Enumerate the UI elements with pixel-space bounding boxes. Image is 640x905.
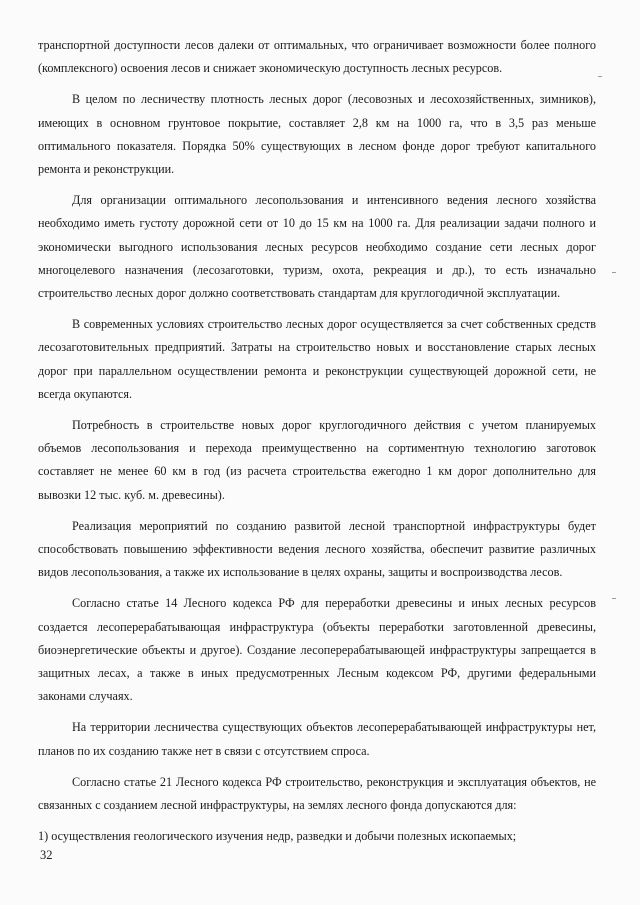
body-text: [38, 34, 596, 849]
paragraph-3: Для организации оптимального лесопользования и интенсивного ведения лесного хозяйства необходимо иметь густоту дорожной сети от 10 до 15 км на 1000 га. Для реализации задачи полного и экономически выгодного использования лесных ресурсов необходимо создание сети лесных дорог многоцелевого назначения (лесозаготовки, туризм, охота, рекреация и др.), то есть изначально строительство лесных дорог должно соответствовать стандартам для круглогодичной эксплуатации.: [38, 193, 596, 301]
scan-speck: [612, 598, 616, 599]
paragraph-9: Согласно статье 21 Лесного кодекса РФ строительство, реконструкция и эксплуатация объектов, не связанных с созданием лесной инфраструктуры, на землях лесного фонда допускаются для:: [38, 774, 596, 813]
scan-speck: [598, 76, 602, 77]
paragraph-5: Потребность в строительстве новых дорог круглогодичного действия с учетом планируемых объемов лесопользования и перехода преимущественно на сортиментную технологию заготовок составляет не менее 60 км в год (из расчета строительства ежегодно 1 км дорог дополнительно для вывозки 12 тыс. куб. м. древесины).: [38, 418, 596, 502]
paragraph-1: транспортной доступности лесов далеки от оптимальных, что ограничивает возможности более полного (комплексного) освоения лесов и снижает экономическую доступность лесных ресурсов.: [38, 38, 596, 76]
paragraph-6: Реализация мероприятий по созданию развитой лесной транспортной инфраструктуры будет способствовать повышению эффективности ведения лесного хозяйства, обеспечит развитие различных видов лесопользования, а также их использование в целях охраны, защиты и воспроизводства лесов.: [38, 518, 596, 580]
page-number: 32: [40, 848, 53, 862]
paragraph-8: На территории лесничества существующих объектов лесоперерабатывающей инфраструктуры нет, планов по их созданию также нет в связи с отсутствием спроса.: [38, 720, 596, 758]
paragraph-4: В современных условиях строительство лесных дорог осуществляется за счет собственных средств лесозаготовительных предприятий. Затраты на строительство новых и восстановление старых лесных дорог при параллельном осуществлении ремонта и реконструкции существующей дорожной сети, не всегда окупаются.: [38, 317, 596, 401]
paragraph-7: Согласно статье 14 Лесного кодекса РФ для переработки древесины и иных лесных ресурсов создается лесоперерабатывающая инфраструктура (объекты переработки заготовленной древесины, биоэнергетические объекты и другое). Создание лесоперерабатывающей инфраструктуры запрещается в защитных лесах, а также в иных предусмотренных Лесным кодексом РФ, другими федеральными законами случаях.: [38, 596, 596, 704]
scan-speck: [612, 272, 616, 273]
list-item-1: 1) осуществления геологического изучения недр, разведки и добычи полезных ископаемых;: [38, 829, 517, 844]
paragraph-2: В целом по лесничеству плотность лесных дорог (лесовозных и лесохозяйственных, зимников), имеющих в основном грунтовое покрытие, составляет 2,8 км на 1000 га, что в 3,5 раз меньше оптимального показателя. Порядка 50% существующих в лесном фонде дорог требуют капитального ремонта и реконструкции.: [38, 92, 596, 177]
